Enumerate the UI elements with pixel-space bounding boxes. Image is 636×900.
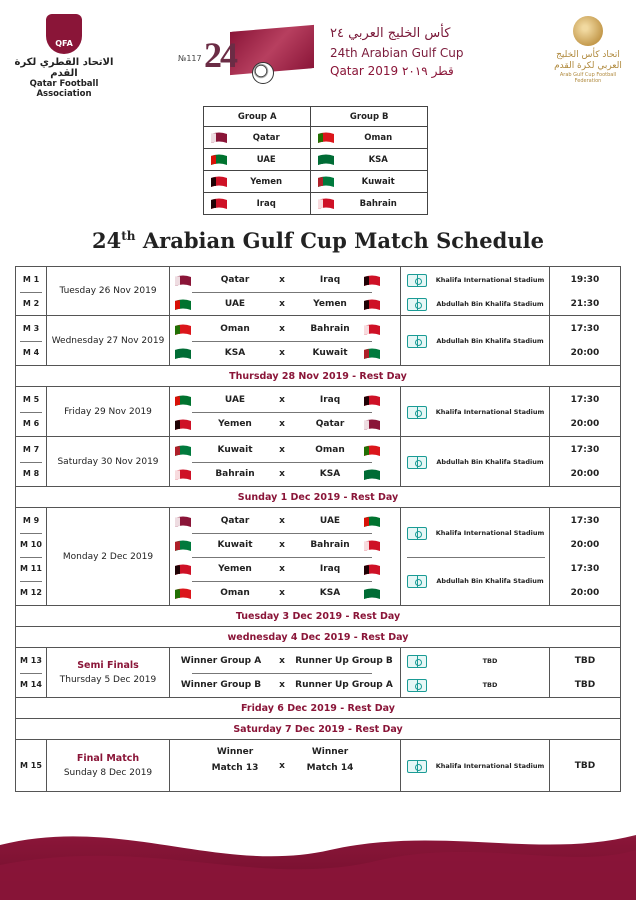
group-row <box>204 149 428 171</box>
flag-icon <box>174 417 192 431</box>
page-title <box>0 228 636 253</box>
stadium-name: Abdullah Bin Khalifa Stadium <box>436 458 544 466</box>
versus-mark: x <box>279 588 285 598</box>
cup-number: 24 <box>204 35 236 75</box>
flag-icon <box>174 393 192 407</box>
match-number: M 10 <box>20 540 42 549</box>
kickoff-time: 17:30 <box>570 445 600 455</box>
match-day-block <box>15 316 621 366</box>
kickoff-time: TBD <box>574 656 596 666</box>
match-date-cell <box>46 648 170 697</box>
stadium-name: TBD <box>482 681 498 689</box>
kickoff-time: TBD <box>574 680 596 690</box>
group-team <box>204 197 310 211</box>
team-home: UAE <box>224 395 246 405</box>
gulf-cup-logo <box>178 20 478 90</box>
stadium-cell <box>400 648 550 697</box>
team-away <box>290 742 370 776</box>
flag-icon <box>363 297 381 311</box>
stadium <box>401 450 549 474</box>
kickoff-time: 20:00 <box>570 469 600 479</box>
group-row <box>204 127 428 149</box>
flag-icon <box>317 131 335 145</box>
flag-icon <box>174 273 192 287</box>
match-day-block <box>15 437 621 487</box>
match-day-block <box>15 740 621 792</box>
group-team <box>204 175 310 189</box>
match-date-cell <box>46 316 170 365</box>
match-date-cell <box>46 387 170 436</box>
stadium <box>401 521 549 545</box>
group-cell <box>311 171 428 193</box>
pitch-icon <box>407 298 427 311</box>
pitch-icon <box>407 456 427 469</box>
kickoff-time: 19:30 <box>570 275 600 285</box>
stadium-cell <box>400 740 550 791</box>
match-number: M 2 <box>22 299 40 308</box>
flag-icon <box>363 538 381 552</box>
group-cell <box>311 127 428 149</box>
match-schedule <box>15 266 621 792</box>
team-home: Winner Group B <box>180 680 262 690</box>
stadium-divider <box>407 557 545 558</box>
match-day-block <box>15 648 621 698</box>
team-name: Yemen <box>250 176 283 187</box>
stadium-name: Khalifa International Stadium <box>435 762 545 770</box>
group-row <box>204 193 428 215</box>
team-home: Qatar <box>220 516 250 526</box>
qfa-arabic-name: الاتحاد القطري لكرة القدم <box>14 57 114 79</box>
group-cell <box>204 149 311 171</box>
match-number: M 9 <box>22 516 40 525</box>
match-date-cell <box>46 508 170 605</box>
kickoff-time: 17:30 <box>570 516 600 526</box>
team-home: Yemen <box>218 419 252 429</box>
kickoff-time: 20:00 <box>570 540 600 550</box>
stadium-name: Khalifa International Stadium <box>435 529 545 537</box>
match-number: M 12 <box>20 588 42 597</box>
cup-arabic-title: كأس الخليج العربي ٢٤ <box>330 26 451 41</box>
group-team <box>204 131 310 145</box>
versus-mark: x <box>279 656 285 666</box>
match-date: Sunday 8 Dec 2019 <box>63 768 153 778</box>
flag-icon <box>174 297 192 311</box>
title-number: 24 <box>92 228 122 253</box>
versus-mark: x <box>279 445 285 455</box>
kickoff-time: 17:30 <box>570 564 600 574</box>
stadium-cell <box>400 267 550 315</box>
pitch-icon <box>407 406 427 419</box>
team-away: Oman <box>315 445 345 455</box>
team-name: KSA <box>368 154 388 165</box>
pitch-icon <box>407 760 427 773</box>
group-team <box>311 175 427 189</box>
pitch-icon <box>407 575 427 588</box>
team-home: Kuwait <box>217 540 253 550</box>
team-away: Bahrain <box>310 324 350 334</box>
cup-host: Qatar 2019 قطر ٢٠١٩ <box>330 64 454 78</box>
kickoff-time: TBD <box>574 761 596 771</box>
stage-label: Semi Finals <box>77 660 139 671</box>
flag-icon <box>174 538 192 552</box>
versus-mark: x <box>279 469 285 479</box>
team-home: UAE <box>224 299 246 309</box>
team-home: Oman <box>220 324 250 334</box>
group-a-header: Group A <box>204 107 311 127</box>
group-cell <box>311 193 428 215</box>
team-name: Oman <box>364 132 393 143</box>
group-team <box>311 153 427 167</box>
group-cell <box>311 149 428 171</box>
match-day-block <box>15 266 621 316</box>
versus-mark: x <box>279 324 285 334</box>
stadium-cell <box>400 437 550 486</box>
team-line: Match 14 <box>306 763 354 773</box>
versus-mark: x <box>279 540 285 550</box>
match-number: M 15 <box>20 761 42 770</box>
group-b-header: Group B <box>311 107 428 127</box>
versus-mark: x <box>279 680 285 690</box>
pitch-icon <box>407 335 427 348</box>
team-away: KSA <box>319 469 341 479</box>
match-date: Tuesday 26 Nov 2019 <box>59 286 157 296</box>
match-number: M 13 <box>20 656 42 665</box>
football-icon <box>252 62 274 84</box>
rest-day-row: wednesday 4 Dec 2019 - Rest Day <box>15 627 621 648</box>
kickoff-time: 20:00 <box>570 419 600 429</box>
versus-mark: x <box>279 299 285 309</box>
group-cell <box>204 127 311 149</box>
match-date-cell <box>46 267 170 315</box>
team-away: Iraq <box>319 275 341 285</box>
team-home: Bahrain <box>215 469 255 479</box>
stadium <box>401 268 549 292</box>
rest-day-row: Tuesday 3 Dec 2019 - Rest Day <box>15 606 621 627</box>
stadium-name: Abdullah Bin Khalifa Stadium <box>436 300 544 308</box>
match-number: M 4 <box>22 348 40 357</box>
match-date: Wednesday 27 Nov 2019 <box>51 335 165 346</box>
team-name: Bahrain <box>359 198 397 209</box>
match-date: Monday 2 Dec 2019 <box>62 551 154 562</box>
versus-mark: x <box>279 419 285 429</box>
flag-icon <box>363 273 381 287</box>
stadium-cell <box>400 316 550 365</box>
stadium-name: Abdullah Bin Khalifa Stadium <box>436 337 544 345</box>
flag-icon <box>317 175 335 189</box>
versus-mark: x <box>279 348 285 358</box>
title-suffix: th <box>121 229 136 243</box>
stadium-cell <box>400 387 550 436</box>
team-home: KSA <box>224 348 246 358</box>
group-team <box>311 131 427 145</box>
agcff-ball-icon <box>573 16 603 46</box>
team-line: Match 13 <box>211 763 259 773</box>
stage-label: Final Match <box>76 753 140 764</box>
flag-icon <box>210 175 228 189</box>
team-away: Runner Up Group A <box>295 680 393 690</box>
flag-icon <box>363 417 381 431</box>
agcff-arabic-name: اتحاد كأس الخليج العربي لكرة القدم <box>554 50 622 71</box>
team-line: Winner <box>311 747 349 757</box>
match-number: M 5 <box>22 395 40 404</box>
match-number: M 7 <box>22 445 40 454</box>
match-number: M 1 <box>22 275 40 284</box>
match-day-block <box>15 387 621 437</box>
group-cell <box>204 171 311 193</box>
match-number: M 11 <box>20 564 42 573</box>
rest-day-row: Thursday 28 Nov 2019 - Rest Day <box>15 366 621 387</box>
team-home: Winner Group A <box>180 656 262 666</box>
flag-icon <box>363 586 381 600</box>
flag-icon <box>210 153 228 167</box>
flag-icon <box>174 346 192 360</box>
team-name: Iraq <box>256 198 276 209</box>
versus-mark: x <box>279 516 285 526</box>
team-away: Kuwait <box>312 348 348 358</box>
stadium <box>401 649 549 673</box>
flag-icon <box>317 153 335 167</box>
team-home <box>196 742 274 776</box>
flag-icon <box>363 514 381 528</box>
qfa-badge: QFA <box>46 14 82 54</box>
match-date-cell <box>46 437 170 486</box>
flag-icon <box>174 562 192 576</box>
flag-icon <box>363 562 381 576</box>
flag-icon <box>363 346 381 360</box>
match-number: M 3 <box>22 324 40 333</box>
qfa-logo <box>14 14 114 99</box>
team-name: Kuwait <box>361 176 395 187</box>
pitch-icon <box>407 527 427 540</box>
team-name: UAE <box>256 154 276 165</box>
flag-icon <box>174 586 192 600</box>
group-team <box>311 197 427 211</box>
flag-icon <box>363 322 381 336</box>
flag-icon <box>363 443 381 457</box>
match-date-cell <box>46 740 170 791</box>
kickoff-time: 17:30 <box>570 324 600 334</box>
agcff-logo <box>550 16 626 84</box>
group-team <box>204 153 310 167</box>
team-home: Yemen <box>218 564 252 574</box>
flag-icon <box>210 197 228 211</box>
title-text: Arabian Gulf Cup Match Schedule <box>135 228 544 253</box>
rest-day-row: Sunday 1 Dec 2019 - Rest Day <box>15 487 621 508</box>
kickoff-time: 21:30 <box>570 299 600 309</box>
stadium-cell <box>400 508 550 605</box>
pitch-icon <box>407 655 427 668</box>
kickoff-time: 17:30 <box>570 395 600 405</box>
match-number: M 14 <box>20 680 42 689</box>
stadium <box>401 569 549 593</box>
team-home: Kuwait <box>217 445 253 455</box>
agcff-english-name: Arab Gulf Cup Football Federation <box>559 72 617 84</box>
groups-table <box>203 106 428 215</box>
pitch-icon <box>407 274 427 287</box>
flag-icon <box>317 197 335 211</box>
match-date: Thursday 5 Dec 2019 <box>59 675 157 685</box>
stadium <box>401 292 549 316</box>
match-number: M 6 <box>22 419 40 428</box>
rest-day-row: Saturday 7 Dec 2019 - Rest Day <box>15 719 621 740</box>
kickoff-time: 20:00 <box>570 348 600 358</box>
team-line: Winner <box>216 747 254 757</box>
qfa-english-name: Qatar Football Association <box>29 79 99 99</box>
group-row <box>204 171 428 193</box>
stadium-name: Khalifa International Stadium <box>435 276 545 284</box>
group-cell <box>204 193 311 215</box>
flag-icon <box>174 443 192 457</box>
cup-english-title: 24th Arabian Gulf Cup <box>330 46 464 60</box>
team-away: Iraq <box>319 395 341 405</box>
rest-day-row: Friday 6 Dec 2019 - Rest Day <box>15 698 621 719</box>
cup-code: №117 <box>178 54 202 63</box>
pitch-icon <box>407 679 427 692</box>
flag-icon <box>174 514 192 528</box>
flag-icon <box>210 131 228 145</box>
match-day-block <box>15 508 621 606</box>
stadium-name: Abdullah Bin Khalifa Stadium <box>436 577 544 585</box>
stadium-name: TBD <box>482 657 498 665</box>
flag-icon <box>174 467 192 481</box>
team-home: Qatar <box>220 275 250 285</box>
team-home: Oman <box>220 588 250 598</box>
stadium <box>401 754 549 778</box>
team-away: KSA <box>319 588 341 598</box>
stadium-name: Khalifa International Stadium <box>435 408 545 416</box>
stadium <box>401 673 549 697</box>
team-away: Qatar <box>315 419 345 429</box>
match-date: Friday 29 Nov 2019 <box>64 406 152 417</box>
flag-icon <box>363 393 381 407</box>
versus-mark: x <box>279 275 285 285</box>
stadium <box>401 400 549 424</box>
team-away: UAE <box>319 516 341 526</box>
match-number: M 8 <box>22 469 40 478</box>
team-away: Yemen <box>313 299 347 309</box>
flag-icon <box>174 322 192 336</box>
versus-mark: x <box>279 564 285 574</box>
kickoff-time: 20:00 <box>570 588 600 598</box>
versus-mark: x <box>279 761 285 771</box>
team-away: Iraq <box>319 564 341 574</box>
team-name: Qatar <box>252 132 280 143</box>
flag-icon <box>363 467 381 481</box>
stadium <box>401 329 549 353</box>
team-away: Runner Up Group B <box>295 656 393 666</box>
match-date: Saturday 30 Nov 2019 <box>57 456 159 467</box>
versus-mark: x <box>279 395 285 405</box>
team-away: Bahrain <box>310 540 350 550</box>
